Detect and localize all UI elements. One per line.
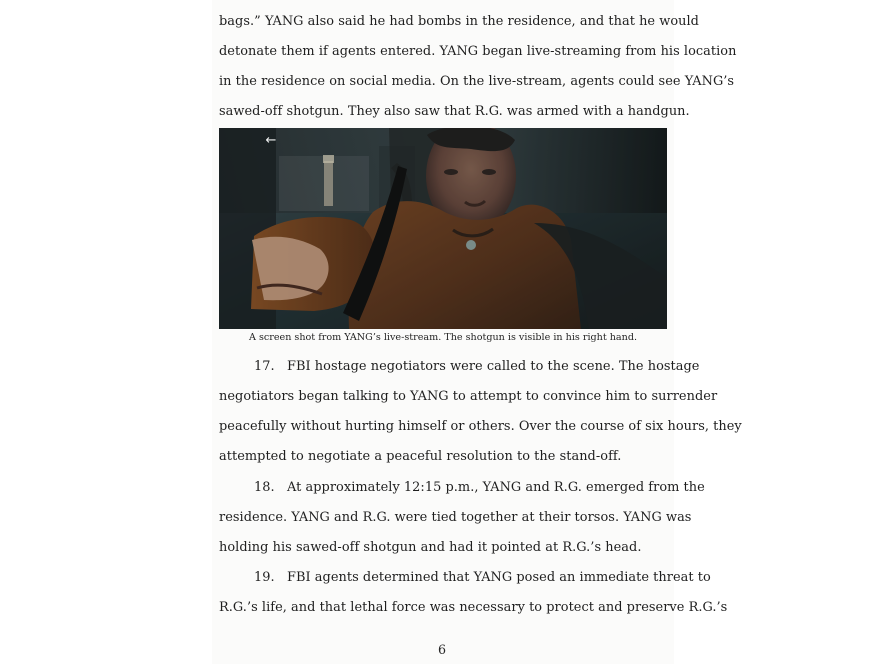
text-line: sawed-off shotgun. They also saw that R.G. was armed with a handgun. (219, 104, 690, 119)
page-number: 6 (437, 642, 446, 657)
paragraph-number: 18. (254, 480, 275, 495)
paragraph-number: 17. (254, 359, 275, 374)
text-line: negotiators began talking to YANG to attempt to convince him to surrender (219, 389, 718, 404)
back-arrow-icon: ← (265, 133, 277, 148)
text-line: FBI agents determined that YANG posed an immediate threat to (287, 570, 711, 585)
text-line: R.G.’s life, and that lethal force was necessary to protect and preserve R.G.’s (219, 600, 728, 615)
text-line: in the residence on social media. On the live-stream, agents could see YANG’s (219, 74, 735, 89)
text-line: residence. YANG and R.G. were tied together at their torsos. YANG was (219, 510, 692, 525)
livestream-image (219, 128, 667, 329)
text-line: detonate them if agents entered. YANG began live-streaming from his location (219, 44, 737, 59)
text-line: FBI hostage negotiators were called to the scene. The hostage (287, 359, 700, 374)
text-line: peacefully without hurting himself or others. Over the course of six hours, they (219, 419, 742, 434)
paragraph-number: 19. (254, 570, 275, 585)
text-line: At approximately 12:15 p.m., YANG and R.G. emerged from the (287, 480, 705, 495)
text-line: holding his sawed-off shotgun and had it pointed at R.G.’s head. (219, 540, 642, 555)
livestream-screenshot (219, 128, 667, 329)
image-caption: A screen shot from YANG’s live-stream. The shotgun is visible in his right hand. (248, 332, 638, 343)
text-line: bags.” YANG also said he had bombs in the residence, and that he would (219, 14, 699, 29)
text-line: attempted to negotiate a peaceful resolution to the stand-off. (219, 449, 622, 464)
